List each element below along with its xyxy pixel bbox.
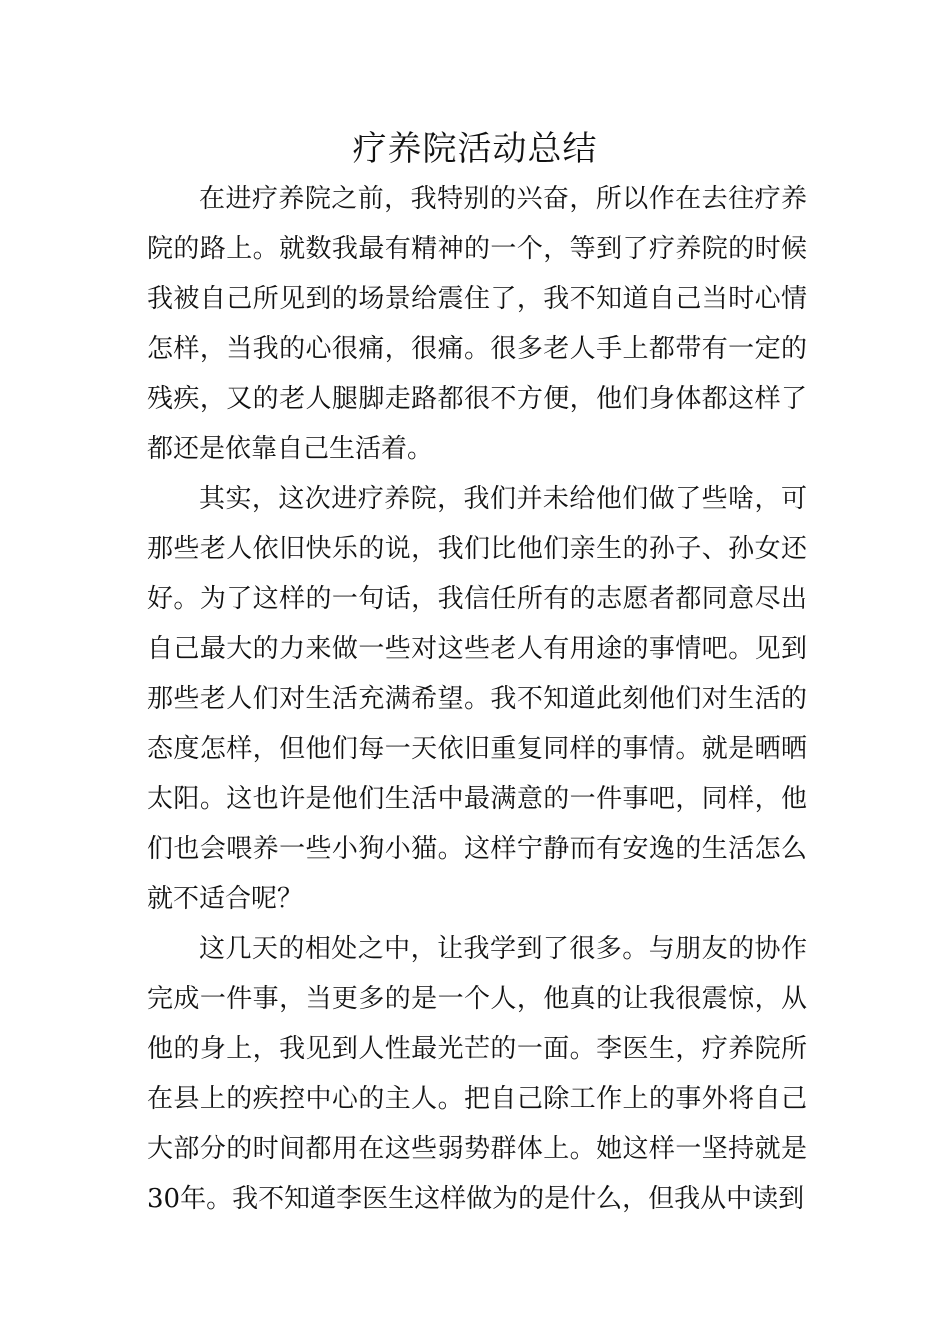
document-body: [147, 174, 807, 1224]
document-title: 疗养院活动总结: [352, 129, 598, 169]
paragraph-1: 在进疗养院之前，我特别的兴奋，所以作在去往疗养院的路上。就数我最有精神的一个，等到了疗养院的时候我被自己所见到的场景给震住了，我不知道自己当时心情怎样，当我的心很痛，很痛。很多老人手上都带有一定的残疾，又的老人腿脚走路都很不方便，他们身体都这样了都还是依靠自己生活着。: [147, 184, 807, 464]
paragraph-2: 其实，这次进疗养院，我们并未给他们做了些啥，可那些老人依旧快乐的说，我们比他们亲生的孙子、孙女还好。为了这样的一句话，我信任所有的志愿者都同意尽出自己最大的力来做一些对这些老人有用途的事情吧。见到那些老人们对生活充满希望。我不知道此刻他们对生活的态度怎样，但他们每一天依旧重复同样的事情。就是晒晒太阳。这也许是他们生活中最满意的一件事吧，同样，他们也会喂养一些小狗小猫。这样宁静而有安逸的生活怎么就不适合呢？: [147, 484, 807, 914]
paragraph-3: 这几天的相处之中，让我学到了很多。与朋友的协作完成一件事，当更多的是一个人，他真的让我很震惊，从他的身上，我见到人性最光芒的一面。李医生，疗养院所在县上的疾控中心的主人。把自己除工作上的事外将自己大部分的时间都用在这些弱势群体上。她这样一坚持就是30年。我不知道李医生这样做为的是什么，但我从中读到: [147, 934, 807, 1214]
